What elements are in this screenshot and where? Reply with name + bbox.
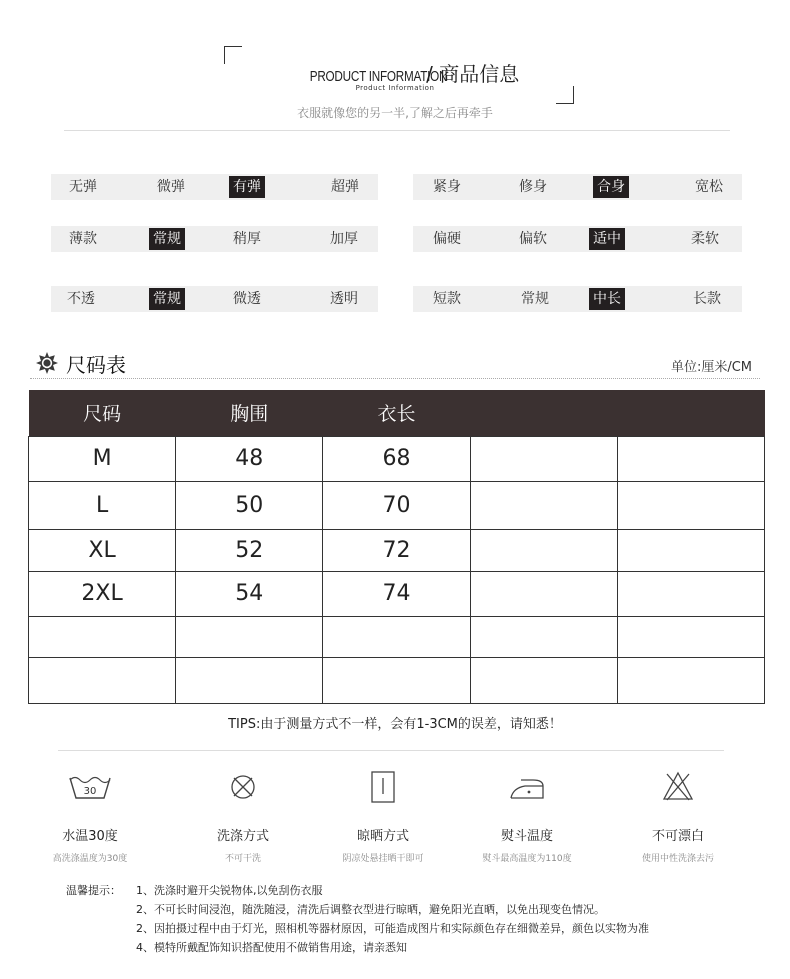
attribute-option: 宽松 <box>695 179 723 195</box>
attribute-option: 常规 <box>521 291 549 307</box>
table-row <box>29 657 765 703</box>
attribute-option: 微弹 <box>157 179 185 195</box>
care-item-iron <box>452 768 602 864</box>
table-cell <box>323 657 470 703</box>
note-line: 2、不可长时间浸泡，随洗随浸，清洗后调整衣型进行晾晒，避免阳光直晒，以免出现变色情况。 <box>136 903 605 916</box>
care-item-wash-method <box>168 768 318 864</box>
attribute-option: 不透 <box>67 291 95 307</box>
table-row <box>29 529 765 571</box>
size-table <box>28 390 765 704</box>
wash-30-icon <box>66 768 114 804</box>
table-cell <box>323 616 470 657</box>
table-cell <box>176 616 323 657</box>
attribute-option: 长款 <box>693 291 721 307</box>
note-line: 2、因拍摄过程中由于灯光，照相机等器材原因，可能造成图片和实际颜色存在细微差异，颜色以实物为准 <box>136 922 649 935</box>
table-cell <box>617 616 764 657</box>
table-header-row <box>29 390 765 436</box>
table-cell <box>617 657 764 703</box>
attribute-option: 无弹 <box>69 179 97 195</box>
attribute-strip-thickness <box>51 226 378 252</box>
attribute-option: 短款 <box>433 291 461 307</box>
attribute-strip-length <box>413 286 742 312</box>
care-item-drying <box>308 768 458 864</box>
attribute-strip-softness <box>413 226 742 252</box>
note-line: 1、洗涤时避开尖锐物体,以免刮伤衣服 <box>136 884 323 897</box>
table-cell <box>470 436 617 481</box>
attribute-option-selected: 合身 <box>593 176 629 198</box>
attribute-option: 偏硬 <box>433 231 461 247</box>
sun-gear-icon <box>36 352 58 374</box>
care-title: 晾晒方式 <box>356 829 409 844</box>
table-cell <box>29 657 176 703</box>
table-cell <box>470 657 617 703</box>
no-tumble-dry-icon <box>219 768 267 804</box>
attribute-option: 紧身 <box>433 179 461 195</box>
attribute-option: 柔软 <box>691 231 719 247</box>
attribute-strip-fit <box>413 174 742 200</box>
attribute-option: 薄款 <box>69 231 97 247</box>
care-title: 熨斗温度 <box>500 829 553 844</box>
attribute-option-selected: 常规 <box>149 288 185 310</box>
table-cell <box>617 436 764 481</box>
attribute-option: 加厚 <box>330 231 358 247</box>
table-cell: 52 <box>176 529 323 571</box>
size-chart-heading <box>36 350 126 376</box>
size-chart-title: 尺码表 <box>66 352 126 377</box>
note-line: 4、模特所戴配饰知识搭配使用不做销售用途，请亲悉知 <box>136 941 407 954</box>
table-row <box>29 616 765 657</box>
title-english: PRODUCT INFORMATION <box>309 68 448 85</box>
care-title: 水温30度 <box>62 829 118 844</box>
table-cell <box>617 481 764 529</box>
table-cell: L <box>29 481 176 529</box>
iron-icon <box>503 768 551 804</box>
table-cell <box>470 571 617 616</box>
care-title: 洗涤方式 <box>216 829 269 844</box>
table-cell <box>176 657 323 703</box>
table-cell: 54 <box>176 571 323 616</box>
attribute-option-selected: 常规 <box>149 228 185 250</box>
divider <box>58 750 724 751</box>
divider <box>64 130 730 131</box>
table-cell: 72 <box>323 529 470 571</box>
wash-temperature-label: 30 <box>83 786 97 797</box>
table-cell: XL <box>29 529 176 571</box>
table-cell <box>617 529 764 571</box>
header-cell: 尺码 <box>29 390 176 436</box>
attribute-strip-transparency <box>51 286 378 312</box>
attribute-option: 修身 <box>519 179 547 195</box>
page-title <box>0 58 790 87</box>
tagline: 衣服就像您的另一半,了解之后再牵手 <box>297 106 493 120</box>
attribute-option: 透明 <box>330 291 358 307</box>
table-cell: 68 <box>323 436 470 481</box>
care-desc: 不可干洗 <box>224 854 261 864</box>
table-cell: M <box>29 436 176 481</box>
table-cell <box>617 571 764 616</box>
attribute-option: 超弹 <box>331 179 359 195</box>
header-cell <box>617 390 764 436</box>
table-cell <box>470 481 617 529</box>
dotted-divider <box>30 378 760 379</box>
title-chinese: / 商品信息 <box>426 62 520 86</box>
header-cell <box>470 390 617 436</box>
measurement-tips: TIPS:由于测量方式不一样，会有1-3CM的误差，请知悉！ <box>228 717 562 732</box>
attribute-option: 微透 <box>233 291 261 307</box>
care-desc: 阴凉处悬挂晒干即可 <box>342 854 424 864</box>
unit-label: 单位:厘米/CM <box>670 360 752 375</box>
attribute-option: 稍厚 <box>233 231 261 247</box>
table-cell: 50 <box>176 481 323 529</box>
care-item-wash <box>15 768 165 864</box>
table-row <box>29 481 765 529</box>
attribute-strip-elasticity <box>51 174 378 200</box>
table-row <box>29 571 765 616</box>
no-bleach-icon <box>654 768 702 804</box>
line-dry-icon <box>359 768 407 804</box>
table-cell <box>29 616 176 657</box>
attribute-option-selected: 适中 <box>589 228 625 250</box>
table-cell: 48 <box>176 436 323 481</box>
care-desc: 高洗涤温度为30度 <box>52 854 128 864</box>
attribute-option: 偏软 <box>519 231 547 247</box>
table-cell <box>470 616 617 657</box>
table-row <box>29 436 765 481</box>
attribute-option-selected: 有弹 <box>229 176 265 198</box>
table-cell: 70 <box>323 481 470 529</box>
title-subtitle: Product Information <box>355 84 435 92</box>
attribute-option-selected: 中长 <box>589 288 625 310</box>
notes-label: 温馨提示： <box>66 884 121 897</box>
care-desc: 熨斗最高温度为110度 <box>482 854 572 864</box>
header-cell: 胸围 <box>176 390 323 436</box>
table-cell: 2XL <box>29 571 176 616</box>
care-title: 不可漂白 <box>651 829 704 844</box>
table-cell <box>470 529 617 571</box>
header-cell: 衣长 <box>323 390 470 436</box>
care-desc: 使用中性洗涤去污 <box>641 854 714 864</box>
table-cell: 74 <box>323 571 470 616</box>
care-item-bleach <box>603 768 753 864</box>
